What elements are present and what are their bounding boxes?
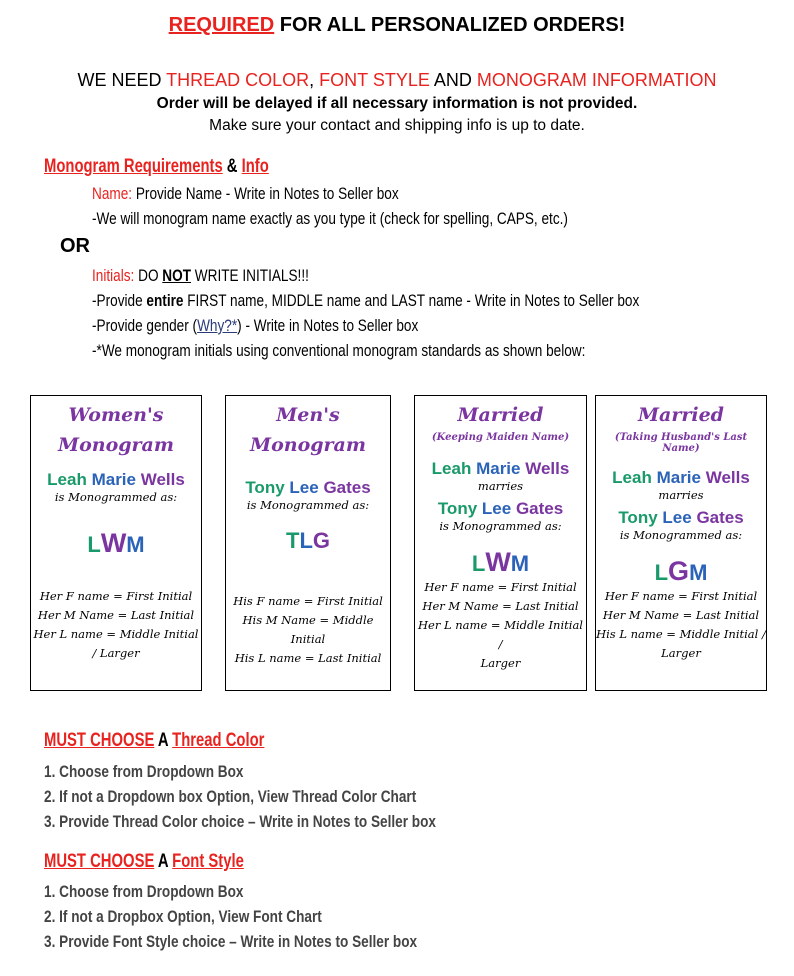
must-choose-label: MUST CHOOSE — [44, 851, 155, 872]
first-name: Leah — [47, 470, 87, 489]
middle-name: Lee — [289, 478, 319, 497]
rule-line: Her F name = First Initial — [424, 580, 577, 594]
thread-color-title: Thread Color — [172, 730, 265, 751]
monogrammed-as: is Monogrammed as: — [439, 519, 562, 533]
monogram-letter-center: G — [668, 556, 690, 586]
list-item: 1. Choose from Dropdown Box — [44, 882, 244, 901]
provide-text: -Provide — [92, 291, 147, 310]
monogram-letter-right: M — [126, 532, 145, 557]
header-title — [0, 14, 794, 37]
rule-line: Her L name = Middle Initial / — [418, 618, 583, 651]
initials-do: DO — [134, 266, 163, 285]
must-choose-label: MUST CHOOSE — [44, 730, 155, 751]
name-line-2 — [92, 209, 687, 229]
we-need-text: WE NEED — [77, 70, 167, 90]
provide-rest: FIRST name, MIDDLE name and LAST name - Write in Notes to Seller box — [183, 291, 640, 310]
middle-name: Marie — [656, 468, 701, 487]
card-name — [31, 470, 201, 490]
thread-instructions — [44, 759, 534, 834]
font-section-title — [44, 851, 300, 873]
list-item: 3. Provide Font Style choice – Write in Notes to Seller box — [44, 932, 418, 951]
mens-monogram-card — [225, 395, 391, 691]
card-name-groom — [415, 499, 586, 519]
name-exact-note: -We will monogram name exactly as you type it (check for spelling, CAPS, etc.) — [92, 209, 568, 228]
middle-name: Lee — [662, 508, 692, 527]
married-husband-name-card — [595, 395, 767, 691]
womens-monogram-card — [30, 395, 202, 691]
header-needs — [0, 70, 794, 91]
last-name: Gates — [515, 499, 564, 518]
card-name-groom — [596, 508, 766, 528]
entire-text: entire — [146, 291, 184, 310]
first-name: Tony — [437, 499, 478, 518]
and-text: AND — [429, 70, 477, 90]
monogram-rules — [31, 587, 201, 663]
why-link[interactable]: Why?* — [197, 316, 238, 335]
rule-line: His L name = Middle Initial / — [596, 627, 766, 641]
font-style-title: Font Style — [172, 851, 244, 872]
rule-line: His F name = First Initial — [233, 594, 383, 608]
delay-warning: Order will be delayed if all necessary information is not provided. — [156, 95, 638, 112]
monogram-letter-center: W — [100, 528, 127, 558]
gender-text: -Provide gender ( — [92, 316, 198, 335]
monogram-section-title — [44, 156, 332, 178]
monogram-letter-center: W — [485, 547, 511, 577]
first-name: Leah — [431, 459, 472, 478]
rule-line: Her M Name = Last Initial — [422, 599, 579, 613]
rule-line: Her M Name = Last Initial — [37, 608, 195, 622]
rule-line: Her F name = First Initial — [39, 589, 193, 603]
a-text: A — [154, 851, 173, 872]
middle-name: Marie — [91, 470, 136, 489]
monogrammed-as: is Monogrammed as: — [246, 498, 370, 512]
list-item: 2. If not a Dropbox Option, View Font Chart — [44, 907, 322, 926]
thread-section-title — [44, 730, 327, 752]
monogrammed-as: is Monogrammed as: — [619, 528, 743, 542]
last-name: Gates — [696, 508, 744, 527]
monogram-requirements-label: Monogram Requirements — [44, 156, 223, 177]
card-title: Women's — [68, 404, 164, 426]
monogram-letter-right: M — [510, 551, 530, 576]
last-name: Wells — [140, 470, 185, 489]
monogram-rules — [226, 592, 390, 668]
first-name: Leah — [612, 468, 652, 487]
gender-rest: ) - Write in Notes to Seller box — [237, 316, 419, 335]
monogram-letter-left: L — [471, 551, 486, 576]
standards-line — [92, 341, 709, 361]
last-name: Wells — [705, 468, 750, 487]
first-name: Tony — [618, 508, 658, 527]
header-title-rest: FOR ALL PERSONALIZED ORDERS! — [274, 14, 626, 36]
monogram-example — [31, 528, 201, 559]
monogram-rules — [596, 587, 766, 663]
list-item: 1. Choose from Dropdown Box — [44, 762, 244, 781]
monogram-letter-left: L — [654, 560, 669, 585]
rule-line: Larger — [661, 646, 701, 660]
contact-reminder: Make sure your contact and shipping info is up to date. — [209, 117, 585, 134]
or-label: OR — [60, 235, 90, 257]
provide-gender-line — [92, 316, 500, 336]
comma-text: , — [309, 70, 320, 90]
card-title-2: Monogram — [58, 434, 174, 456]
rule-line: Her L name = Middle Initial — [33, 627, 199, 641]
monogram-example — [226, 528, 390, 554]
rule-line: Larger — [480, 656, 521, 670]
standards-text: -*We monogram initials using conventional monogram standards as shown below: — [92, 341, 586, 360]
monogram-example — [596, 556, 766, 587]
initials-line — [92, 266, 363, 286]
monogram-info-label: MONOGRAM INFORMATION — [476, 70, 717, 90]
rule-line: Her F name = First Initial — [604, 589, 758, 603]
monogram-rules — [415, 578, 586, 673]
card-subtitle: (Keeping Maiden Name) — [431, 432, 570, 443]
a-text: A — [154, 730, 173, 751]
card-subtitle: (Taking Husband's Last Name) — [614, 432, 748, 454]
first-name: Tony — [245, 478, 285, 497]
monogram-example — [415, 547, 586, 578]
rule-line: His L name = Last Initial — [234, 651, 382, 665]
provide-names-line — [92, 291, 776, 311]
card-title-2: Monogram — [250, 434, 366, 456]
card-title: Married — [638, 404, 724, 426]
name-instruction: Provide Name - Write in Notes to Seller box — [132, 184, 399, 203]
monogram-letter-left: L — [87, 532, 101, 557]
required-label: REQUIRED — [168, 14, 275, 36]
card-title: Married — [457, 404, 544, 426]
ampersand-text: & — [222, 156, 242, 177]
rule-line: / Larger — [92, 646, 140, 660]
middle-name: Lee — [481, 499, 512, 518]
info-label: Info — [241, 156, 269, 177]
card-name-bride — [596, 468, 766, 488]
rule-line: His M Name = Middle Initial — [242, 613, 374, 646]
card-name-bride — [415, 459, 586, 479]
font-instructions — [44, 879, 510, 954]
card-title: Men's — [276, 404, 340, 426]
rule-line: Her M Name = Last Initial — [602, 608, 760, 622]
last-name: Gates — [323, 478, 371, 497]
thread-color-label: THREAD COLOR — [166, 70, 310, 90]
initials-label: Initials: — [92, 266, 135, 285]
initials-rest: WRITE INITIALS!!! — [191, 266, 309, 285]
marries-text: marries — [658, 488, 704, 502]
name-line — [92, 184, 475, 204]
initials-not: NOT — [162, 266, 192, 285]
monogram-letter-right: G — [312, 528, 331, 553]
monogrammed-as: is Monogrammed as: — [54, 490, 178, 504]
list-item: 3. Provide Thread Color choice – Write in Notes to Seller box — [44, 812, 436, 831]
card-name — [226, 478, 390, 498]
monogram-letter-left: T — [285, 528, 300, 553]
monogram-letter-right: M — [689, 560, 708, 585]
last-name: Wells — [525, 459, 570, 478]
monogram-letter-center: L — [299, 528, 313, 553]
married-maiden-card — [414, 395, 587, 691]
font-style-label: FONT STYLE — [319, 70, 430, 90]
marries-text: marries — [477, 479, 524, 493]
middle-name: Marie — [476, 459, 521, 478]
list-item: 2. If not a Dropdown box Option, View Thread Color Chart — [44, 787, 417, 806]
name-label: Name: — [92, 184, 133, 203]
